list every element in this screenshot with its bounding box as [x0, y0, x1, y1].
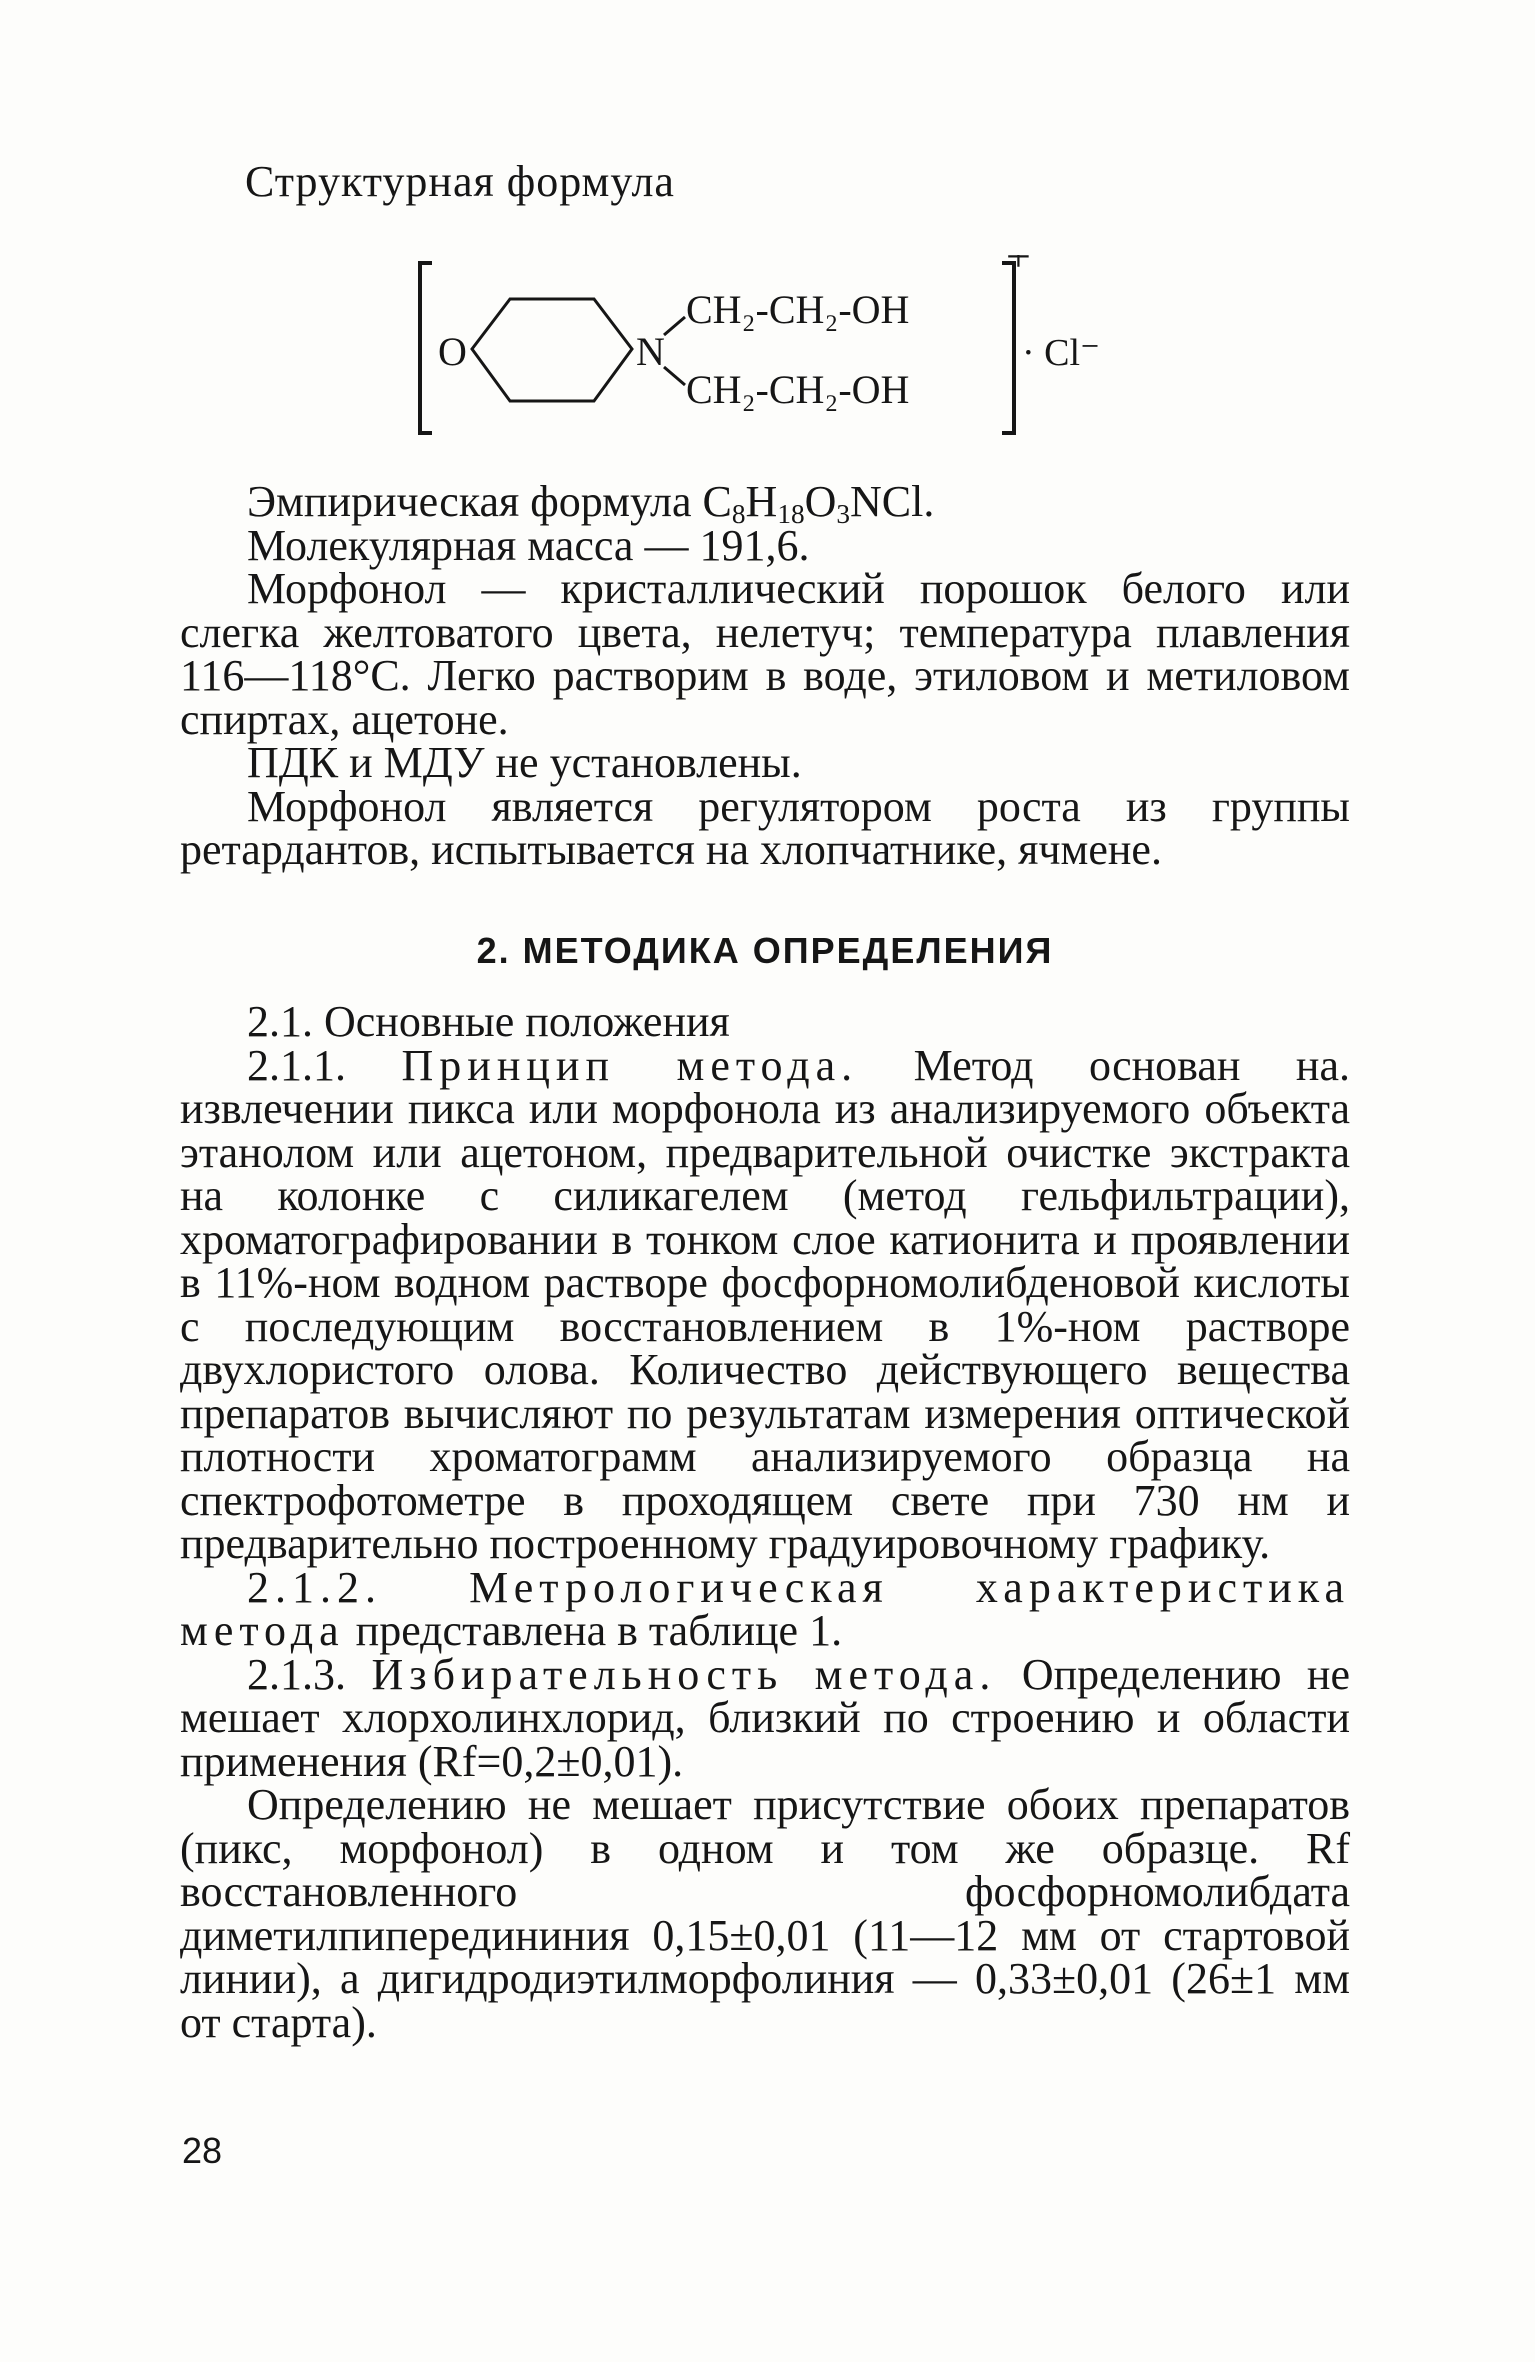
section-title: 2. МЕТОДИКА ОПРЕДЕЛЕНИЯ	[476, 930, 1054, 971]
left-bracket	[420, 263, 432, 433]
paragraph-2-1-2-line1: 2.1.2. Метрологическая характеристика	[247, 1562, 1350, 1612]
subsection-heading: 2.1. Основные положения	[247, 997, 730, 1046]
morpholine-ring	[472, 299, 632, 401]
intro-paragraph: Морфонол — кристаллический порошок белого или слегка желтоватого цвета, нелетуч; температура плавления 116—118°C. Легко растворим в воде, этиловом и метиловом спиртах, ацетоне.	[180, 564, 1350, 744]
ring-oxygen-label: O	[438, 329, 467, 374]
paragraph-2-1-3: 2.1.3. Избирательность метода. Определению не мешает хлорхолинхлорид, близкий по строению и области применения (Rf=0,2±0,01).	[180, 1649, 1350, 1786]
paragraph-2-1-1: 2.1.1. Принцип метода. Метод основан на. извлечении пикса или морфонола из анализируемого объекта этанолом или ацетоном, предварительной очистке экстракта на колонке с силикагелем (метод гельфильтрации), хроматографировании в тонком слое катионита и проявлении в 11%-ном водном растворе фосфорномолибденовой кислоты с последующим восстановлением в 1%-ном растворе двухлористого олова. Количество действующего вещества препаратов вычисляют по результатам измерения оптической плотности хроматограмм анализируемого образца на спектрофотометре в проходящем свете при 730 нм и предварительно построенному градуировочному графику.	[180, 1040, 1351, 1568]
paragraph-2-1-2-line2: метода представлена в таблице 1.	[180, 1606, 843, 1655]
intro-block	[180, 477, 1350, 874]
charge-sign: +	[1006, 255, 1031, 281]
intro-paragraph: Морфонол является регулятором роста из группы ретардантов, испытывается на хлопчатнике, ячмене.	[180, 781, 1350, 874]
term-selectivity: Избирательность метода.	[371, 1649, 997, 1699]
nitrogen-label: N	[636, 329, 665, 374]
formula-svg	[410, 255, 1130, 445]
intro-paragraph: ПДК и МДУ не установлены.	[247, 738, 802, 787]
molecular-mass: Молекулярная масса — 191,6.	[247, 520, 810, 570]
page-number: 28	[182, 2130, 223, 2171]
chain-bottom: CH₂-CH₂-OH	[686, 367, 910, 412]
methods-block	[180, 997, 1351, 2047]
empirical-formula: Эмпирическая формула $C_8H_{18}O_3NCl$.	[247, 477, 935, 529]
counter-ion: · Cl⁻	[1022, 332, 1101, 374]
term-principle: Принцип метода.	[401, 1040, 859, 1090]
bond-top	[664, 317, 685, 335]
bond-bottom	[664, 367, 685, 385]
right-bracket	[1002, 263, 1014, 433]
structural-formula-diagram	[410, 255, 1130, 445]
paragraph-final: Определению не мешает присутствие обоих препаратов (пикс, морфонол) в одном и том же образце. Rf восстановленного фосфорномолибдата диметилпипередининия 0,15±0,01 (11—12 мм от стартовой линии), а дигидродиэтилморфолиния — 0,33±0,01 (26±1 мм от старта).	[180, 1780, 1350, 2047]
structural-formula-heading: Структурная формула	[245, 157, 675, 206]
chain-top: CH₂-CH₂-OH	[686, 287, 910, 332]
